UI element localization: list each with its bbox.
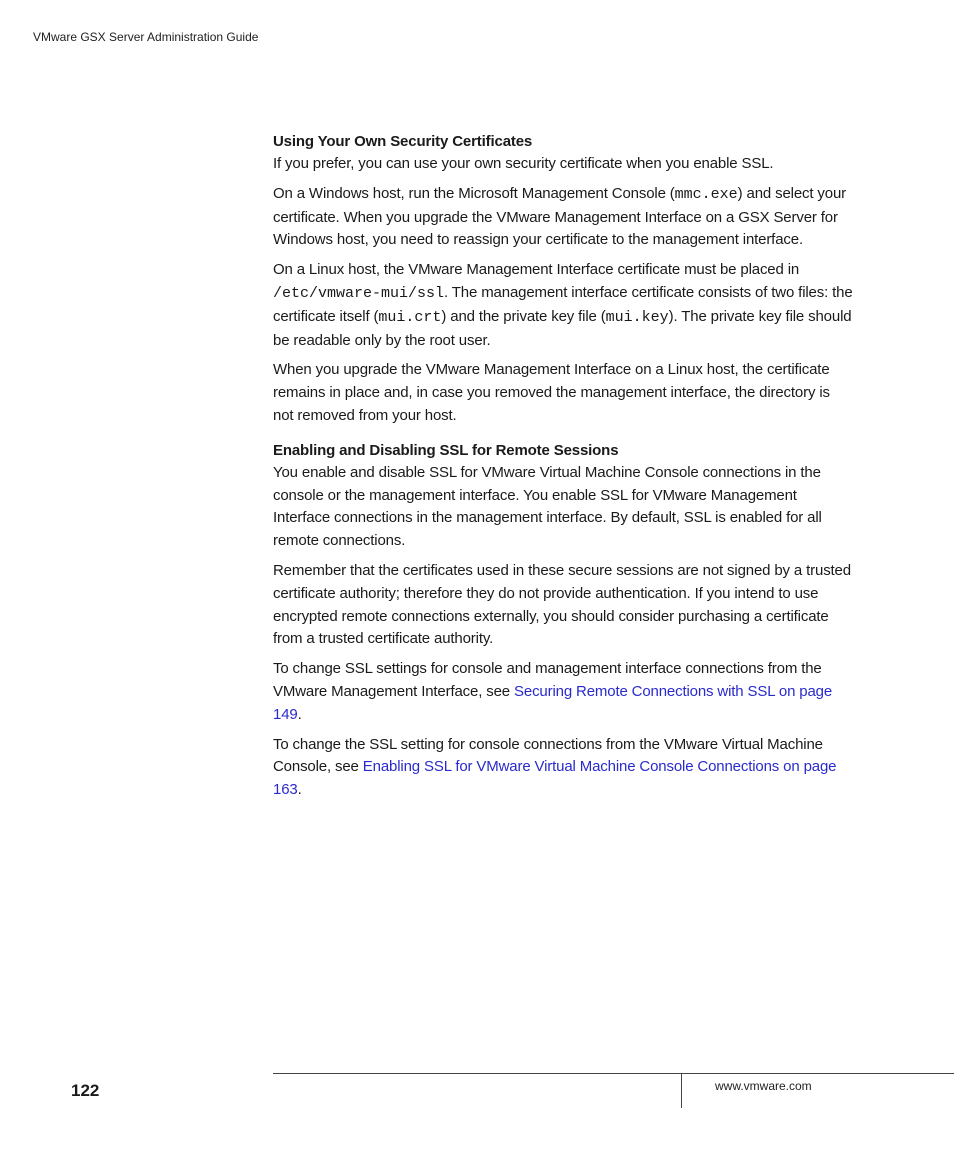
footer-rule [273, 1073, 954, 1074]
footer-website: www.vmware.com [715, 1079, 812, 1093]
running-header: VMware GSX Server Administration Guide [33, 30, 259, 44]
section-heading-ssl-remote: Enabling and Disabling SSL for Remote Sessions [273, 441, 619, 459]
code-mmc-exe: mmc.exe [674, 185, 738, 203]
paragraph: To change SSL settings for console and management interface connections from the VMware Management Interface, see Securing Remote Connections with SSL on page 149. [273, 660, 833, 723]
link-enabling-ssl-console[interactable]: Enabling SSL for VMware Virtual Machine Console Connections on page 163 [273, 758, 837, 799]
footer-divider [681, 1073, 682, 1108]
link-securing-remote-connections[interactable]: Securing Remote Connections with SSL on page 149 [273, 682, 833, 723]
main-content [273, 131, 853, 809]
paragraph: Remember that the certificates used in these secure sessions are not signed by a trusted certificate authority; therefore they do not provide authentication. If you intend to use encrypted remote connections externally, you should consider purchasing a certificate from a trusted certificate authority. [273, 561, 851, 648]
paragraph: You enable and disable SSL for VMware Virtual Machine Console connections in the console or the management interface. You enable SSL for VMware Management Interface connections in the management interface. By default, SSL is enabled for all remote connections. [273, 463, 822, 550]
paragraph: When you upgrade the VMware Management Interface on a Linux host, the certificate remains in place and, in case you removed the management interface, the directory is not removed from your host. [273, 361, 830, 424]
paragraph: To change the SSL setting for console connections from the VMware Virtual Machine Console, see Enabling SSL for VMware Virtual Machine Console Connections on page 163. [273, 735, 837, 799]
code-ssl-path: /etc/vmware-mui/ssl [273, 284, 445, 302]
section-heading-certificates: Using Your Own Security Certificates [273, 133, 533, 150]
code-mui-crt: mui.crt [378, 308, 442, 326]
code-mui-key: mui.key [605, 308, 669, 326]
page-number: 122 [71, 1081, 100, 1100]
paragraph: If you prefer, you can use your own security certificate when you enable SSL. [273, 155, 774, 172]
paragraph: On a Linux host, the VMware Management Interface certificate must be placed in /etc/vmware-mui/ssl. The management interface certificate consists of two files: the certificate itself (mui.crt) and the private key file (mui.key). The private key file should be readable only by the root user. [273, 261, 853, 349]
paragraph: On a Windows host, run the Microsoft Management Console (mmc.exe) and select your certificate. When you upgrade the VMware Management Interface on a GSX Server for Windows host, you need to reassign your certificate to the management interface. [273, 184, 846, 249]
